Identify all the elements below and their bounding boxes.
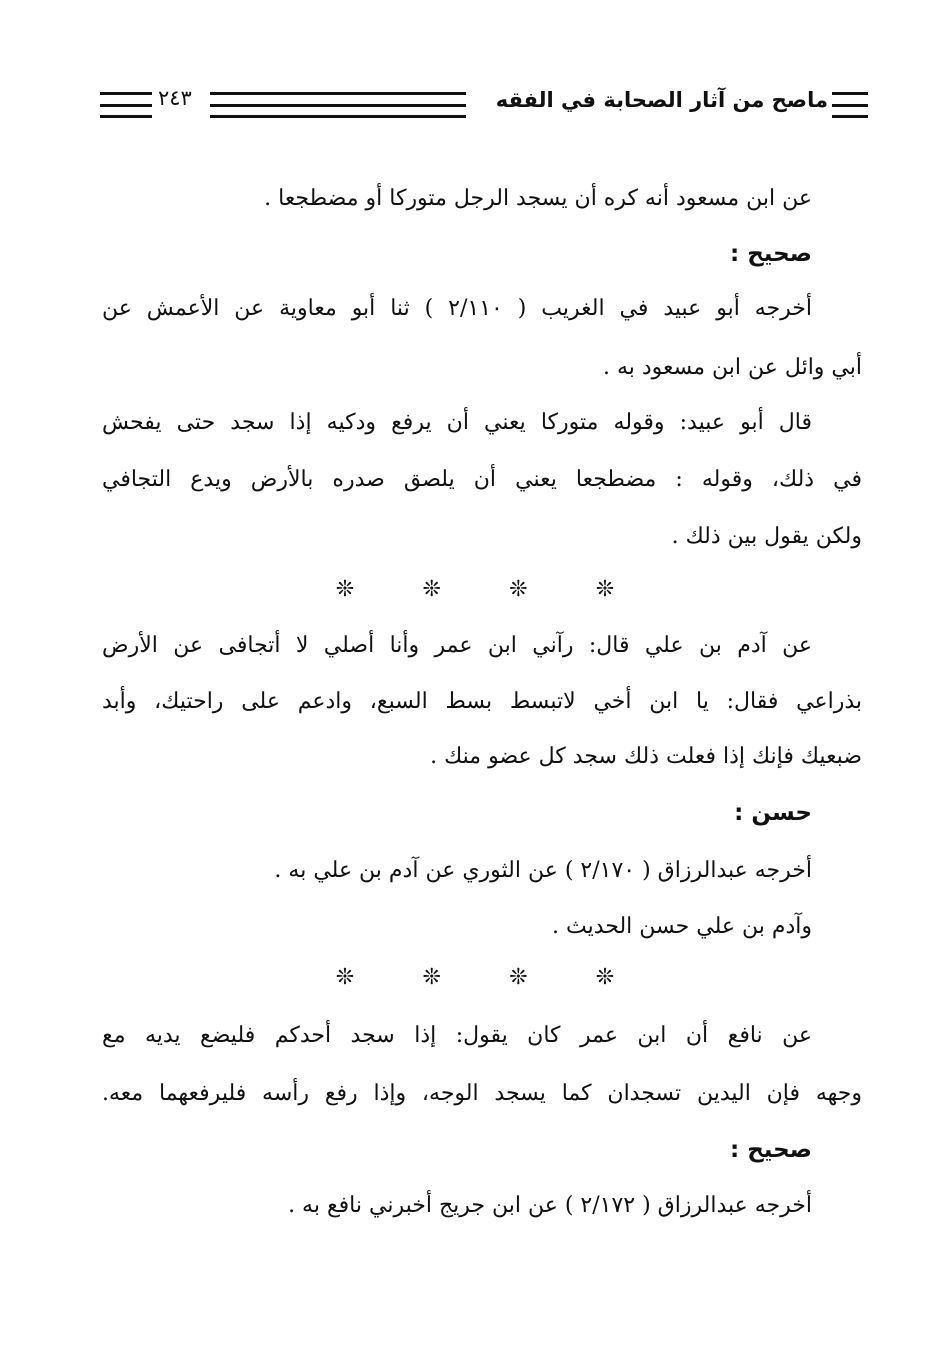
narration-line: عن ابن مسعود أنه كره أن يسجد الرجل متوركا أو مضطجعا . — [264, 186, 812, 211]
takhrij-line: أخرجه عبدالرزاق ( ٢/١٧٠ ) عن الثوري عن آدم بن علي به . — [274, 858, 812, 883]
narration-line: بذراعي فقال: يا ابن أخي لاتبسط بسط السبع، وادعم على راحتيك، وأبد — [102, 689, 862, 714]
takhrij-line: أبي وائل عن ابن مسعود به . — [602, 355, 862, 380]
narration-line: عن آدم بن علي قال: رآني ابن عمر وأنا أصلي لا أتجافى عن الأرض — [102, 633, 812, 658]
takhrij-line: أخرجه أبو عبيد في الغريب ( ٢/١١٠ ) ثنا أبو معاوية عن الأعمش عن — [102, 296, 812, 321]
separator-star: ❊ — [509, 965, 528, 990]
narration-line: عن نافع أن ابن عمر كان يقول: إذا سجد أحدكم فليضع يديه مع — [102, 1023, 812, 1048]
separator-star: ❊ — [335, 577, 355, 602]
narration-line: ضبعيك فإنك إذا فعلت ذلك سجد كل عضو منك . — [430, 744, 862, 769]
separator-star: ❊ — [335, 965, 355, 990]
takhrij-line: أخرجه عبدالرزاق ( ٢/١٧٢ ) عن ابن جريج أخبرني نافع به . — [288, 1193, 812, 1218]
separator-star: ❊ — [422, 965, 441, 990]
section-separator — [330, 963, 620, 993]
grade-label: حسن : — [734, 800, 812, 826]
takhrij-line: وآدم بن علي حسن الحديث . — [552, 914, 812, 939]
narration-line: وجهه فإن اليدين تسجدان كما يسجد الوجه، وإذا رفع رأسه فليرفعهما معه. — [102, 1081, 862, 1106]
commentary-line: في ذلك، وقوله : مضطجعا يعني أن يلصق صدره بالأرض ويدع التجافي — [102, 467, 862, 492]
section-separator — [330, 575, 620, 605]
commentary-line: قال أبو عبيد: وقوله متوركا يعني أن يرفع ودكيه إذا سجد حتى يفحش — [102, 410, 812, 435]
book-title: ماصح من آثار الصحابة في الفقه — [495, 88, 828, 112]
separator-star: ❊ — [595, 577, 615, 602]
page-number: ٢٤٣ — [158, 86, 192, 110]
separator-star: ❊ — [509, 577, 528, 602]
grade-label: صحيح : — [730, 1137, 812, 1163]
separator-star: ❊ — [595, 965, 615, 990]
separator-star: ❊ — [422, 577, 441, 602]
commentary-line: ولكن يقول بين ذلك . — [671, 524, 862, 549]
grade-label: صحيح : — [730, 241, 812, 267]
